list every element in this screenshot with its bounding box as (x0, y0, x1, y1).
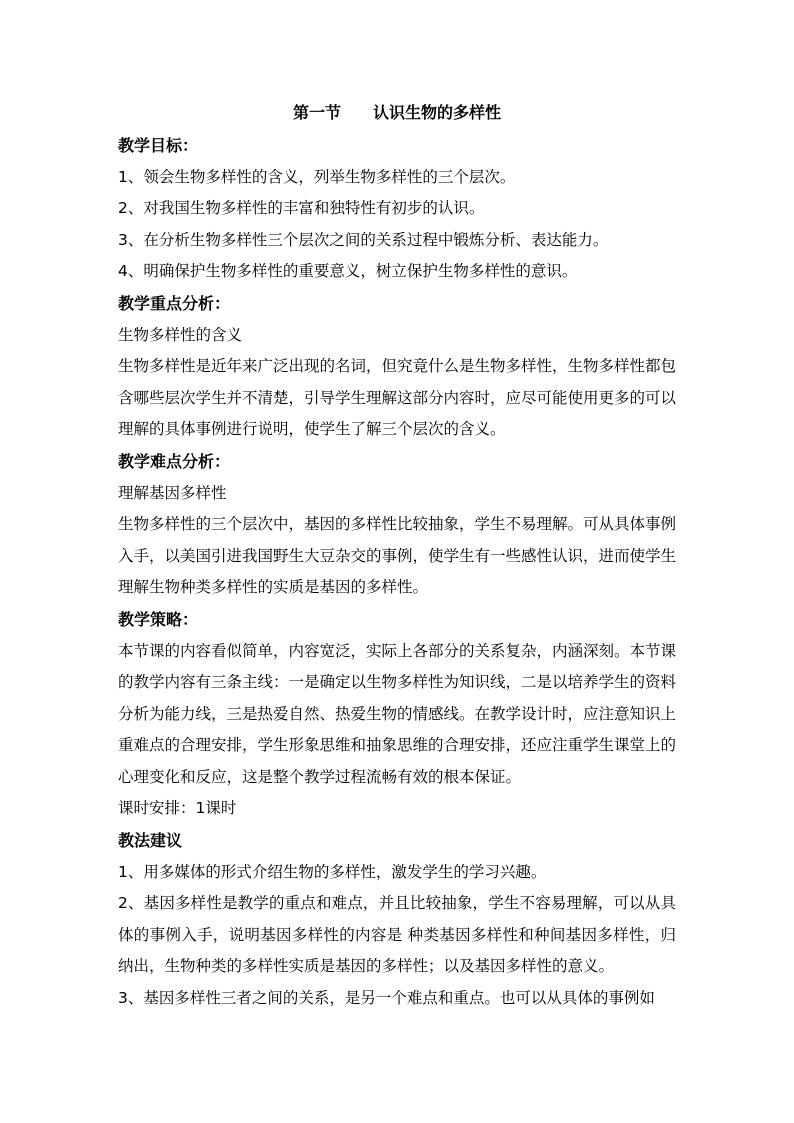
document-page (118, 96, 676, 1015)
objective-item-1: 1、领会生物多样性的含义，列举生物多样性的三个层次。 (118, 167, 516, 186)
key-point-topic: 生物多样性的含义 (118, 325, 243, 344)
suggestion-item-1: 1、用多媒体的形式介绍生物的多样性，激发学生的学习兴趣。 (118, 862, 547, 881)
objective-item-3: 3、在分析生物多样性三个层次之间的关系过程中锻炼分析、表达能力。 (118, 230, 609, 249)
suggestion-item-3: 3、基因多样性三者之间的关系，是另一个难点和重点。也可以从具体的事例如 (118, 989, 655, 1008)
strategy-paragraph: 本节课的内容看似简单，内容宽泛，实际上各部分的关系复杂，内涵深刻。本节课的教学内容有三条主线：一是确定以生物多样性为知识线，二是以培养学生的资料分析为能力线，三是热爱自然、热爱生物的情感线。在教学设计时，应注意知识上重难点的合理安排，学生形象思维和抽象思维的合理安排，还应注重学生课堂上的心理变化和反应，这是整个教学过程流畅有效的根本保证。 (118, 641, 677, 786)
section-heading-teaching-suggestions: 教法建议 (118, 831, 183, 851)
page-title: 第一节 认识生物的多样性 (292, 103, 501, 122)
difficult-point-explanation: 生物多样性的三个层次中，基因的多样性比较抽象，学生不易理解。可从具体事例入手，以美国引进我国野生大豆杂交的事例，使学生有一些感性认识，进而使学生理解生物种类多样性的实质是基因的多样性。 (118, 515, 677, 597)
section-heading-difficult-points: 教学难点分析： (118, 451, 231, 471)
section-heading-key-points: 教学重点分析： (118, 293, 231, 313)
section-heading-teaching-objectives: 教学目标： (118, 136, 199, 155)
objective-item-2: 2、对我国生物多样性的丰富和独特性有初步的认识。 (118, 199, 485, 218)
suggestion-item-2: 2、基因多样性是教学的重点和难点，并且比较抽象，学生不容易理解，可以从具体的事例入手，说明基因多样性的内容是 种类基因多样性和种间基因多样性，归纳出，生物种类的多样性实质是基因的多样性；以及基因多样性的意义。 (118, 894, 676, 976)
class-hours: 课时安排：1课时 (118, 799, 237, 818)
key-point-explanation: 生物多样性是近年来广泛出现的名词，但究竟什么是生物多样性，生物多样性都包含哪些层次学生并不清楚，引导学生理解这部分内容时，应尽可能使用更多的可以理解的具体事例进行说明，使学生了解三个层次的含义。 (118, 357, 677, 439)
section-heading-teaching-strategy: 教学策略： (118, 609, 199, 629)
difficult-point-topic: 理解基因多样性 (118, 483, 227, 502)
objective-item-4: 4、明确保护生物多样性的重要意义，树立保护生物多样性的意识。 (118, 262, 578, 281)
